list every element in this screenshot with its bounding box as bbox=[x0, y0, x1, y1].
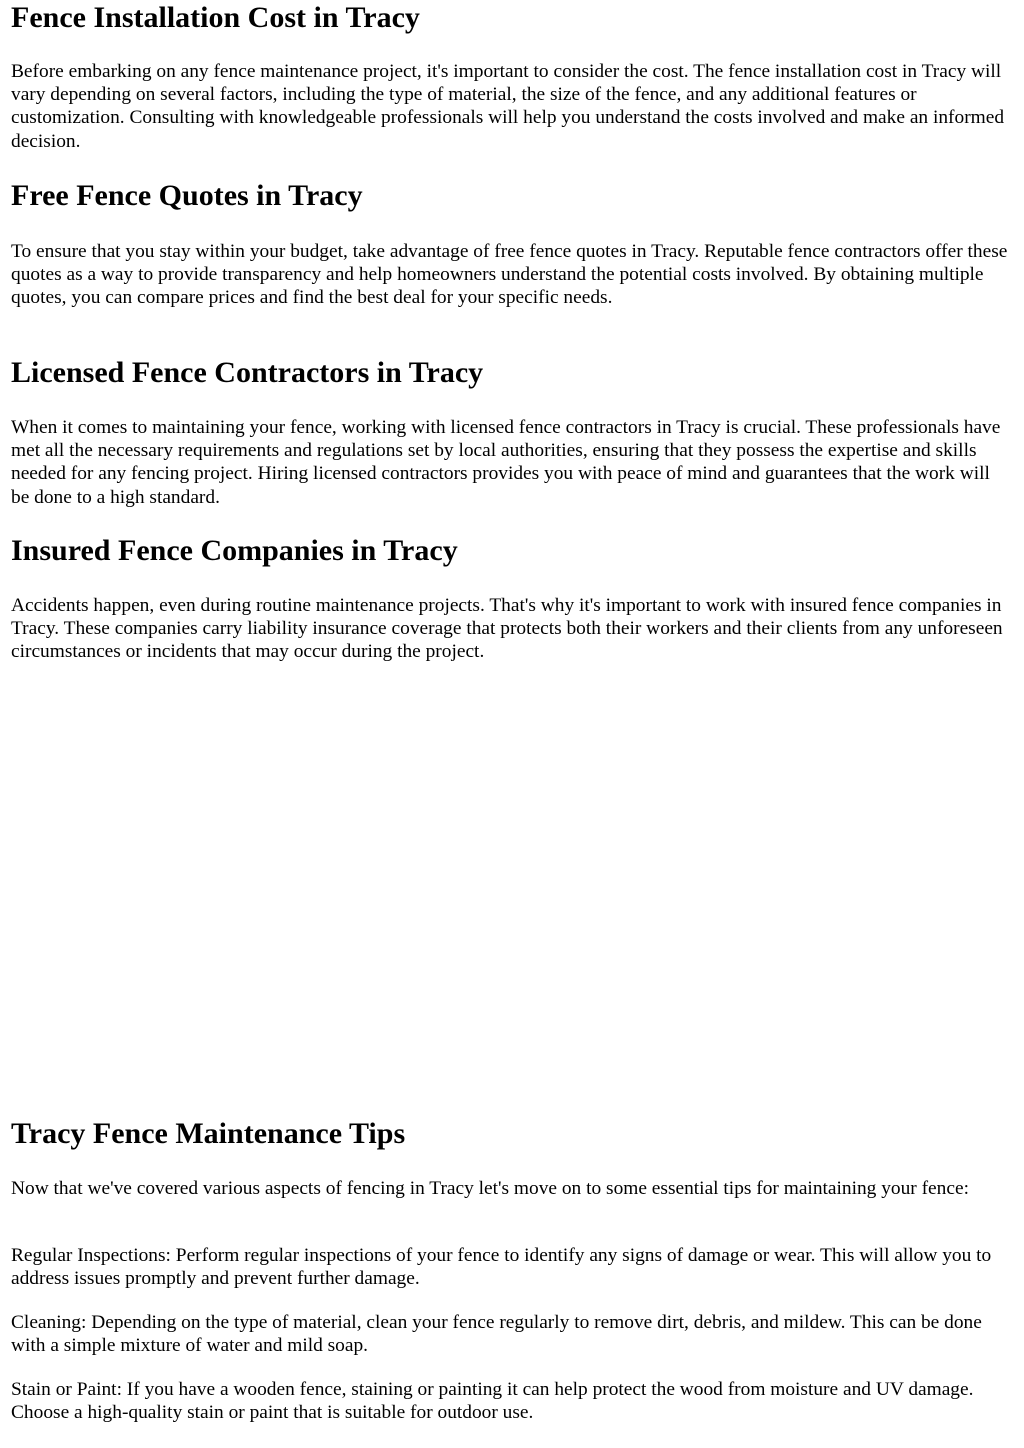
section-heading-insured-companies: Insured Fence Companies in Tracy bbox=[11, 534, 458, 567]
section-heading-free-quotes: Free Fence Quotes in Tracy bbox=[11, 179, 363, 212]
tips-intro: Now that we've covered various aspects of fencing in Tracy let's move on to some essential tips for maintaining your fence: bbox=[11, 1178, 969, 1199]
section-body-licensed-contractors: When it comes to maintaining your fence, working with licensed fence contractors in Tracy is crucial. These professionals have met all the necessary requirements and regulations set by local authorities, ensuring that they possess the expertise and skills needed for any fencing project. Hiring licensed contractors provides you with peace of mind and guarantees that the work will be done to a high standard. bbox=[11, 417, 1001, 508]
section-body-insured-companies: Accidents happen, even during routine maintenance projects. That's why it's important to work with insured fence companies in Tracy. These companies carry liability insurance coverage that protects both their workers and their clients from any unforeseen circumstances or incidents that may occur during the project. bbox=[11, 595, 1003, 663]
section-body-installation-cost: Before embarking on any fence maintenance project, it's important to consider the cost. The fence installation cost in Tracy will vary depending on several factors, including the type of material, the size of the fence, and any additional features or customization. Consulting with knowledgeable professionals will help you understand the costs involved and make an informed decision. bbox=[11, 61, 1005, 152]
section-heading-licensed-contractors: Licensed Fence Contractors in Tracy bbox=[11, 356, 484, 389]
section-heading-maintenance-tips: Tracy Fence Maintenance Tips bbox=[11, 1117, 406, 1150]
section-body-free-quotes: To ensure that you stay within your budget, take advantage of free fence quotes in Tracy. Reputable fence contractors offer these quotes as a way to provide transparency and help homeowners understand the potential costs involved. By obtaining multiple quotes, you can compare prices and find the best deal for your specific needs. bbox=[11, 241, 1008, 309]
tip-cleaning: Cleaning: Depending on the type of material, clean your fence regularly to remove dirt, debris, and mildew. This can be done with a simple mixture of water and mild soap. bbox=[11, 1312, 982, 1357]
section-heading-installation-cost: Fence Installation Cost in Tracy bbox=[11, 1, 420, 34]
tip-stain-or-paint: Stain or Paint: If you have a wooden fence, staining or painting it can help protect the wood from moisture and UV damage. Choose a high-quality stain or paint that is suitable for outdoor use. bbox=[11, 1379, 974, 1424]
tip-regular-inspections: Regular Inspections: Perform regular inspections of your fence to identify any signs of damage or wear. This will allow you to address issues promptly and prevent further damage. bbox=[11, 1245, 992, 1290]
empty-space bbox=[11, 680, 1011, 1100]
